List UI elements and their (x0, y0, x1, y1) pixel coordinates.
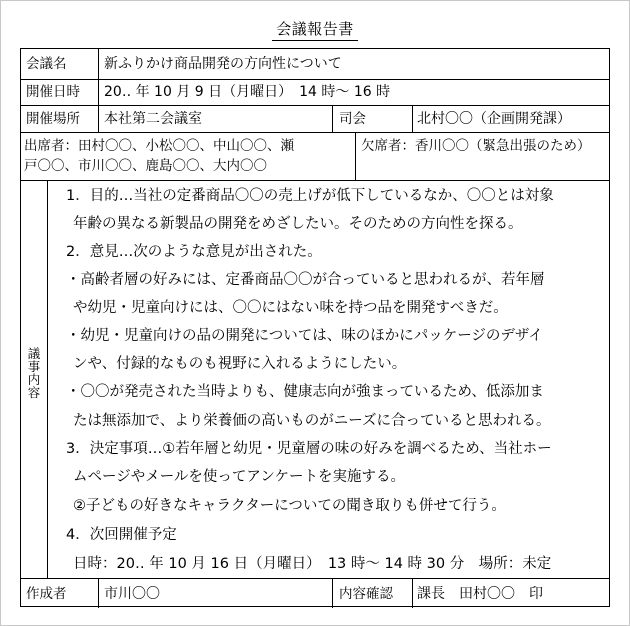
content-line: ムページやメールを使ってアンケートを実施する。 (73, 469, 406, 485)
report-form (20, 48, 610, 607)
col-divider (412, 105, 413, 132)
col-divider (332, 578, 333, 608)
row-divider (21, 79, 609, 80)
meeting-name-value: 新ふりかけ商品開発の方向性について (104, 56, 342, 72)
content-line: ・幼児・児童向けの品の開発については、味のほかにパッケージのデザイ (66, 328, 543, 344)
author-value: 市川〇〇 (104, 586, 160, 602)
content-label-char: 容 (27, 385, 41, 400)
content-line: 1．目的…当社の定番商品〇〇の売上げが低下しているなか、〇〇とは対象 (66, 188, 554, 204)
col-divider (98, 578, 99, 608)
author-label: 作成者 (26, 586, 67, 602)
datetime-label: 開催日時 (26, 84, 80, 100)
col-divider (332, 105, 333, 132)
row-divider (21, 105, 609, 106)
confirm-value: 課長 田村〇〇 印 (417, 586, 543, 602)
attendees-line-1: 出席者：田村〇〇、小松〇〇、中山〇〇、瀬 (24, 138, 294, 154)
row-divider (21, 578, 609, 579)
document-title: 会議報告書 (272, 18, 358, 41)
content-label-char: 内 (27, 372, 41, 387)
content-line: たは無添加で、より栄養価の高いものがニーズに合っていると思われる。 (73, 413, 551, 429)
col-divider (355, 132, 356, 180)
meeting-name-label: 会議名 (26, 56, 67, 72)
content-label-char: 事 (27, 359, 41, 374)
content-line: 年齢の異なる新製品の開発をめざしたい。そのための方向性を探る。 (73, 216, 523, 232)
content-line: ②子どもの好きなキャラクターについての聞き取りも併せて行う。 (73, 498, 506, 514)
venue-label: 開催場所 (26, 111, 80, 127)
datetime-value: 20‥ 年 10 月 9 日（月曜日） 14 時〜 16 時 (104, 84, 391, 100)
content-line: ・高齢者層の好みには、定番商品〇〇が合っていると思われるが、若年層 (66, 272, 545, 288)
col-divider (47, 180, 48, 578)
attendees-line-2: 戸〇〇、市川〇〇、鹿島〇〇、大内〇〇 (24, 158, 267, 174)
content-line: ・〇〇が発売された当時よりも、健康志向が強まっているため、低添加ま (66, 384, 544, 400)
chair-label: 司会 (339, 111, 366, 127)
row-divider (21, 132, 609, 133)
content-line: 4．次回開催予定 (66, 527, 177, 543)
content-section-label (21, 347, 47, 399)
content-label-char: 議 (27, 346, 41, 361)
content-line: 3．決定事項…①若年層と幼児・児童層の味の好みを調べるため、当社ホー (66, 441, 552, 457)
content-line: 2．意見…次のような意見が出された。 (66, 244, 322, 260)
confirm-label: 内容確認 (339, 586, 393, 602)
venue-value: 本社第二会議室 (104, 111, 202, 127)
content-line: ンや、付録的なものも視野に入れるようにしたい。 (73, 356, 407, 372)
content-line: 日時：20‥ 年 10 月 16 日（月曜日） 13 時〜 14 時 30 分 場所：未定 (73, 556, 552, 572)
chair-value: 北村〇〇（企画開発課） (417, 111, 571, 127)
document-title-wrap (0, 18, 630, 41)
row-divider (21, 180, 609, 181)
col-divider (98, 49, 99, 132)
col-divider (412, 578, 413, 608)
absentees-line-1: 欠席者：香川〇〇（緊急出張のため） (361, 138, 591, 154)
content-line: や幼児・児童向けには、〇〇にはない味を持つ品を開発すべきだ。 (73, 300, 508, 316)
